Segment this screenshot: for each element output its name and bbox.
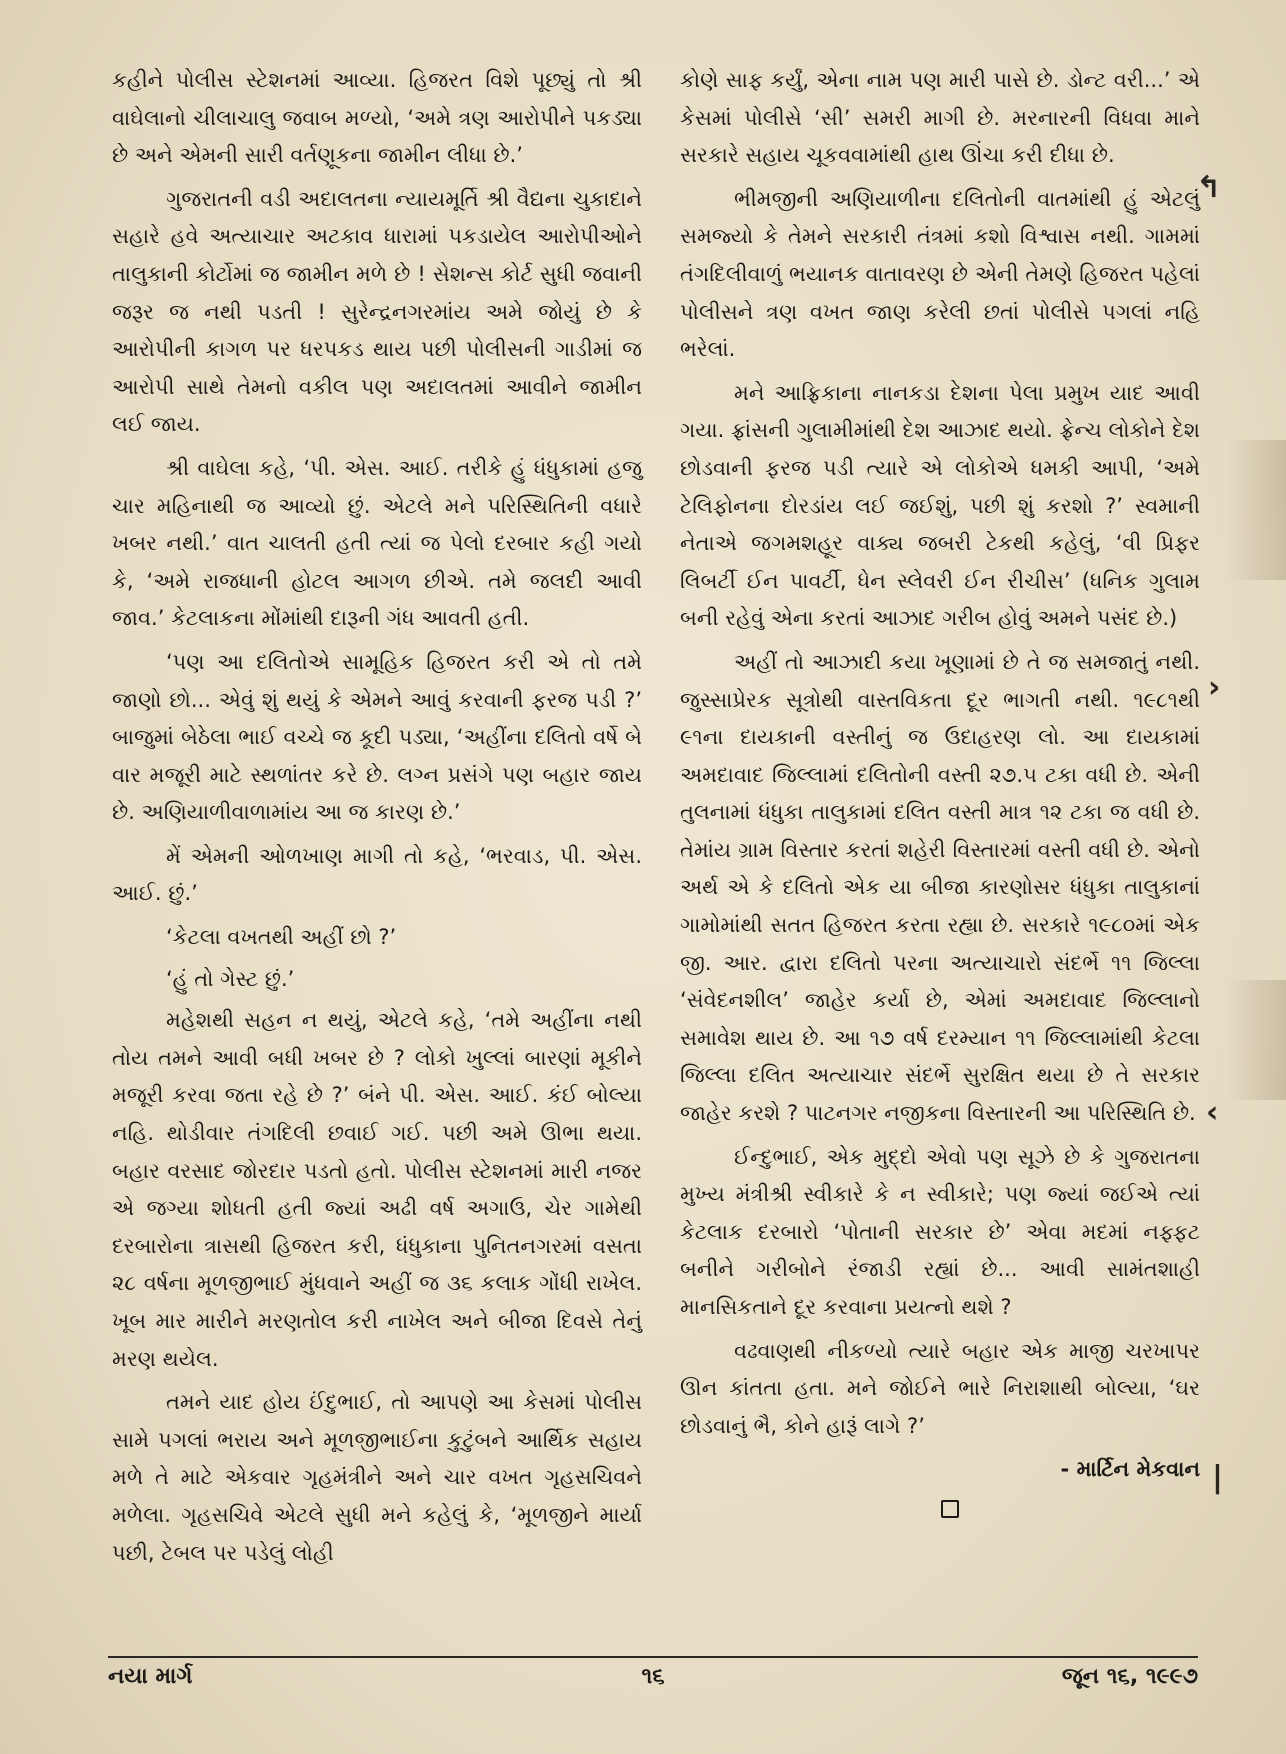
footer-date: જૂન ૧૬, ૧૯૯૭ xyxy=(1061,1664,1198,1689)
end-square-icon xyxy=(941,1500,959,1518)
paragraph: ઈન્દુભાઈ, એક મુદ્દો એવો પણ સૂઝે છે કે ગુજરાતના મુખ્ય મંત્રીશ્રી સ્વીકારે કે ન સ્વીકારે; પણ જ્યાં જઈએ ત્યાં કેટલાક દરબારો ‘પોતાની સરકાર છે’ એવા મદમાં નફ્ફટ બનીને ગરીબોને રંજાડી રહ્યાં છે... આવી સામંતશાહી માનસિકતાને દૂર કરવાના પ્રયત્નો થશે ? xyxy=(680,1144,1200,1319)
left-column xyxy=(112,62,642,1578)
paragraph: મને આફ્રિકાના નાનકડા દેશના પેલા પ્રમુખ યાદ આવી ગયા. ફ્રાંસની ગુલામીમાંથી દેશ આઝાદ થયો. ફ્રેન્ચ લોકોને દેશ છોડવાની ફરજ પડી ત્યારે એ લોકોએ ધમકી આપી, ‘અમે ટેલિફોનના દોરડાંય લઈ જઈશું, પછી શું કરશો ?’ સ્વમાની નેતાએ જગમશહૂર વાક્ય જબરી ટેકથી કહેલું, ‘વી પ્રિફર લિબર્ટી ઈન પાવર્ટી, ધેન સ્લેવરી ઈન રીચીસ’ (ધનિક ગુલામ બની રહેવું એના કરતાં આઝાદ ગરીબ હોવું અમને પસંદ છે.) xyxy=(680,380,1200,631)
dialogue-line: ‘હું તો ગેસ્ટ છું.’ xyxy=(166,966,295,991)
author-signature: - માર્ટિન મેકવાન xyxy=(1060,1457,1200,1482)
paragraph: ‘પણ આ દલિતોએ સામૂહિક હિજરત કરી એ તો તમે જાણો છો... એવું શું થયું કે એમને આવું કરવાની ફરજ પડી ?’ બાજુમાં બેઠેલા ભાઈ વચ્ચે જ કૂદી પડ્યા, ‘અહીંના દલિતો વર્ષે બે વાર મજૂરી માટે સ્થળાંતર કરે છે. લગ્ન પ્રસંગે પણ બહાર જાય છે. અણિયાળીવાળામાંય આ જ કારણ છે.’ xyxy=(112,649,642,825)
paragraph: ભીમજીની અણિયાળીના દલિતોની વાતમાંથી હું એટલું સમજ્યો કે તેમને સરકારી તંત્રમાં કશો વિશ્વાસ નથી. ગામમાં તંગદિલીવાળું ભયાનક વાતાવરણ છે એની તેમણે હિજરત પહેલાં પોલીસને ત્રણ વખત જાણ કરેલી છતાં પોલીસે પગલાં નહિ ભરેલાં. xyxy=(680,186,1200,362)
paragraph: અહીં તો આઝાદી કયા ખૂણામાં છે તે જ સમજાતું નથી. જુસ્સાપ્રેરક સૂત્રોથી વાસ્તવિકતા દૂર ભાગતી નથી. ૧૯૮૧થી ૯૧ના દાયકાની વસ્તીનું જ ઉદાહરણ લો. આ દાયકામાં અમદાવાદ જિલ્લામાં દલિતોની વસ્તી ૨૭.૫ ટકા વધી છે. એની તુલનામાં ધંધુકા તાલુકામાં દલિત વસ્તી માત્ર ૧૨ ટકા જ વધી છે. તેમાંય ગ્રામ વિસ્તાર કરતાં શહેરી વિસ્તારમાં વસ્તી વધી છે. એનો અર્થ એ કે દલિતો એક યા બીજા કારણોસર ધંધુકા તાલુકાનાં ગામોમાંથી સતત હિજરત કરતા રહ્યા છે. સરકારે ૧૯૮૦માં એક જી. આર. દ્વારા દલિતો પરના અત્યાચારો સંદર્ભે ૧૧ જિલ્લા ‘સંવેદનશીલ’ જાહેર કર્યા છે, એમાં અમદાવાદ જિલ્લાનો સમાવેશ થાય છે. આ ૧૭ વર્ષ દરમ્યાન ૧૧ જિલ્લામાંથી કેટલા જિલ્લા દલિત અત્યાચાર સંદર્ભે સુરક્ષિત થયા છે તે સરકાર જાહેર કરશે ? પાટનગર નજીકના વિસ્તારની આ પરિસ્થિતિ છે. xyxy=(680,649,1200,1126)
right-column xyxy=(680,62,1200,1531)
footer-rule xyxy=(108,1656,1198,1658)
footer-publication: નયા માર્ગ xyxy=(108,1664,193,1689)
paper-scuff xyxy=(1226,980,1286,1100)
margin-mark-icon: ↰ xyxy=(1196,170,1222,205)
dialogue-line: ‘કેટલા વખતથી અહીં છો ?’ xyxy=(166,925,397,950)
paragraph: મેં એમની ઓળખાણ માગી તો કહે, ‘ભરવાડ, પી. એસ. આઈ. છું.’ xyxy=(112,843,642,906)
paragraph: કોણે સાફ કર્યું, એના નામ પણ મારી પાસે છે. ડોન્ટ વરી...’ એ કેસમાં પોલીસે ‘સી’ સમરી માગી છે. મરનારની વિધવા માને સરકારે સહાય ચૂકવવામાંથી હાથ ઊંચા કરી દીધા છે. xyxy=(680,68,1200,168)
paragraph: કહીને પોલીસ સ્ટેશનમાં આવ્યા. હિજરત વિશે પૂછ્યું તો શ્રી વાઘેલાનો ચીલાચાલુ જવાબ મળ્યો, ‘અમે ત્રણ આરોપીને પકડ્યા છે અને એમની સારી વર્તણૂકના જામીન લીધા છે.’ xyxy=(112,68,642,168)
margin-mark-icon: › xyxy=(1208,670,1221,705)
paper-scuff xyxy=(1226,440,1286,580)
paragraph: મહેશથી સહન ન થયું, એટલે કહે, ‘તમે અહીંના નથી તોય તમને આવી બધી ખબર છે ? લોકો ખુલ્લાં બારણાં મૂકીને મજૂરી કરવા જતા રહે છે ?’ બંને પી. એસ. આઈ. કંઈ બોલ્યા નહિ. થોડીવાર તંગદિલી છવાઈ ગઈ. પછી અમે ઊભા થયા. બહાર વરસાદ જોરદાર પડતો હતો. પોલીસ સ્ટેશનમાં મારી નજર એ જગ્યા શોધતી હતી જ્યાં અઢી વર્ષ અગાઉ, ચેર ગામેથી દરબારોના ત્રાસથી હિજરત કરી, ધંધુકાના પુનિતનગરમાં વસતા ૨૮ વર્ષના મૂળજીભાઈ મુંધવાને અહીં જ ૩૬ કલાક ગોંધી રાખેલ. ખૂબ માર મારીને મરણતોલ કરી નાખેલ અને બીજા દિવસે તેનું મરણ થયેલ. xyxy=(112,1008,642,1371)
end-mark xyxy=(680,1493,1200,1531)
paragraph: વઢવાણથી નીકળ્યો ત્યારે બહાર એક માજી ચરખાપર ઊન કાંતતા હતા. મને જોઈને ભારે નિરાશાથી બોલ્યા, ‘ઘર છોડવાનું ભૈ, કોને હારૂં લાગે ?’ xyxy=(680,1338,1200,1438)
paragraph: તમને યાદ હોય ઈંદુભાઈ, તો આપણે આ કેસમાં પોલીસ સામે પગલાં ભરાય અને મૂળજીભાઈના કુટુંબને આર્થિક સહાય મળે તે માટે એકવાર ગૃહમંત્રીને અને ચાર વખત ગૃહસચિવને મળેલા. ગૃહસચિવે એટલે સુધી મને કહેલું કે, ‘મૂળજીને માર્યા પછી, ટેબલ પર પડેલું લોહી xyxy=(112,1390,642,1565)
footer-page-number: ૧૬ xyxy=(641,1664,665,1689)
page-footer xyxy=(108,1664,1198,1700)
paragraph: ગુજરાતની વડી અદાલતના ન્યાયમૂર્તિ શ્રી વૈદ્યના ચુકાદાને સહારે હવે અત્યાચાર અટકાવ ધારામાં પકડાયેલ આરોપીઓને તાલુકાની કોર્ટોમાં જ જામીન મળે છે ! સેશન્સ કોર્ટ સુધી જવાની જરૂર જ નથી પડતી ! સુરેન્દ્રનગરમાંય અમે જોયું છે કે આરોપીની કાગળ પર ધરપકડ થાય પછી પોલીસની ગાડીમાં જ આરોપી સાથે તેમનો વકીલ પણ અદાલતમાં આવીને જામીન લઈ જાય. xyxy=(112,186,642,437)
margin-mark-icon: | xyxy=(1212,1460,1223,1495)
margin-mark-icon: ‹ xyxy=(1206,1095,1219,1130)
paragraph: શ્રી વાઘેલા કહે, ‘પી. એસ. આઈ. તરીકે હું ધંધુકામાં હજુ ચાર મહિનાથી જ આવ્યો છું. એટલે મને પરિસ્થિતિની વધારે ખબર નથી.’ વાત ચાલતી હતી ત્યાં જ પેલો દરબાર કહી ગયો કે, ‘અમે રાજધાની હોટલ આગળ છીએ. તમે જલદી આવી જાવ.’ કેટલાકના મોંમાંથી દારૂની ગંધ આવતી હતી. xyxy=(112,455,642,631)
